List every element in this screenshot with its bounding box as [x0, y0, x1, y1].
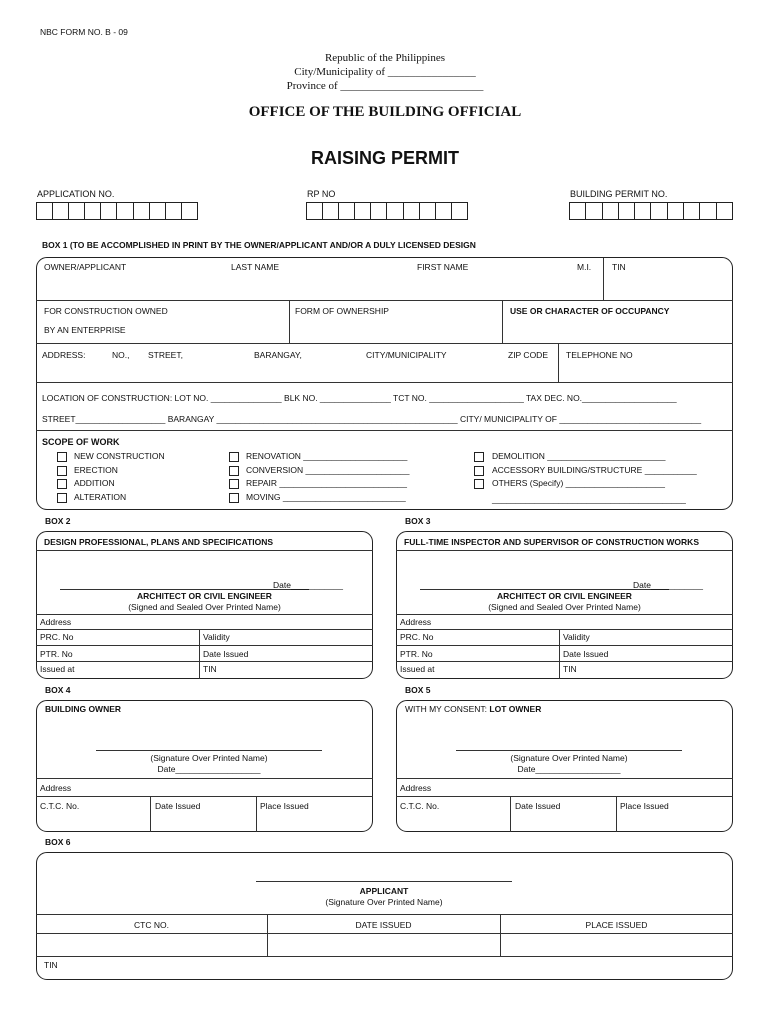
scope-checkbox[interactable] — [57, 493, 67, 503]
scope-item-label: ALTERATION — [74, 491, 127, 502]
rp-no-label: RP NO — [307, 189, 336, 199]
mi-label: M.I. — [577, 262, 592, 272]
rp-no-field[interactable] — [306, 202, 468, 220]
box3-signed-caption: (Signed and Sealed Over Printed Name) — [488, 602, 641, 612]
first-name-label: FIRST NAME — [417, 262, 469, 272]
location-line[interactable]: LOCATION OF CONSTRUCTION: LOT NO. _______________ BLK NO. _______________ TCT NO. ____________________ TAX DEC. NO.____________________ — [42, 393, 677, 403]
street-label: STREET, — [148, 350, 183, 360]
owner-applicant-label: OWNER/APPLICANT — [44, 262, 127, 272]
scope-checkbox[interactable] — [57, 466, 67, 476]
office-title: OFFICE OF THE BUILDING OFFICIAL — [248, 104, 522, 120]
applicant-ctc-label: CTC NO. — [134, 920, 169, 930]
scope-item-label: REPAIR ___________________________ — [246, 478, 408, 488]
box2-signed-caption: (Signed and Sealed Over Printed Name) — [128, 602, 281, 612]
form-number: NBC FORM NO. B - 09 — [40, 27, 128, 37]
barangay-label: BARANGAY, — [254, 350, 302, 360]
scope-checkbox[interactable] — [57, 452, 67, 462]
applicant-date-issued-label: DATE ISSUED — [355, 920, 412, 930]
scope-item-label: ADDITION — [74, 478, 115, 488]
lot-owner-date[interactable]: Date__________________ — [517, 764, 621, 774]
owner-address-label: Address — [40, 783, 72, 793]
scope-item-label: ERECTION — [74, 464, 118, 475]
owner-sig-caption: (Signature Over Printed Name) — [150, 753, 268, 763]
lot-owner-title: WITH MY CONSENT: LOT OWNER — [405, 704, 542, 714]
box2-date_issued-label: Date Issued — [203, 649, 249, 659]
for-construction-label: FOR CONSTRUCTION OWNED — [44, 306, 168, 316]
box3-issued_at-label: Issued at — [400, 664, 435, 674]
page-title: RAISING PERMIT — [310, 148, 459, 168]
box3-date_issued-label: Date Issued — [563, 649, 609, 659]
box6-label: BOX 6 — [45, 837, 71, 847]
no-label: NO., — [112, 350, 130, 360]
scope-checkbox[interactable] — [229, 479, 239, 489]
applicant-signature-line[interactable] — [256, 881, 512, 882]
box3-validity-label: Validity — [563, 632, 590, 642]
box2-signature-line[interactable] — [60, 589, 309, 590]
box2-label: BOX 2 — [45, 516, 71, 526]
owner-signature-line[interactable] — [96, 750, 322, 751]
lot-owner-sig-caption: (Signature Over Printed Name) — [510, 753, 628, 763]
building-owner-title: BUILDING OWNER — [45, 704, 122, 714]
telephone-label: TELEPHONE NO — [566, 350, 633, 360]
box2-prc-label: PRC. No — [40, 632, 74, 642]
scope-item-label: DEMOLITION _________________________ — [492, 451, 666, 461]
scope-item-label: OTHERS (Specify) _____________________ — [492, 478, 665, 488]
others-extra-line[interactable]: _________________________________________ — [492, 494, 686, 504]
box3-prc-label: PRC. No — [400, 632, 434, 642]
owner-date[interactable]: Date__________________ — [157, 764, 261, 774]
city-municipality-label: CITY/MUNICIPALITY — [366, 350, 447, 360]
box5-label: BOX 5 — [405, 685, 431, 695]
box1-heading: BOX 1 (TO BE ACCOMPLISHED IN PRINT BY THE OWNER/APPLICANT AND/OR A DULY LICENSED DESIGN — [42, 240, 476, 250]
scope-item-label: RENOVATION ______________________ — [246, 451, 408, 461]
tin-label: TIN — [612, 262, 626, 272]
scope-checkbox[interactable] — [229, 466, 239, 476]
scope-checkbox[interactable] — [229, 452, 239, 462]
box3-label: BOX 3 — [405, 516, 431, 526]
scope-item-label: ACCESSORY BUILDING/STRUCTURE ___________ — [492, 464, 697, 475]
box2-validity-label: Validity — [203, 632, 230, 642]
box3-signature-line[interactable] — [420, 589, 669, 590]
lot-owner-place-issued-label: Place Issued — [620, 801, 669, 811]
scope-item-label: NEW CONSTRUCTION — [74, 451, 165, 461]
box6-frame — [36, 852, 733, 980]
box3-signer: ARCHITECT OR CIVIL ENGINEER — [497, 591, 632, 601]
city-line: City/Municipality of ________________ — [294, 66, 476, 78]
scope-item-label: MOVING __________________________ — [246, 491, 406, 502]
street-line[interactable]: STREET___________________ BARANGAY ___________________________________________________ CITY/ MUNICIPALITY OF ______________________________ — [42, 414, 702, 424]
scope-checkbox[interactable] — [474, 466, 484, 476]
box2-ptr-label: PTR. No — [40, 649, 73, 659]
scope-of-work-label: SCOPE OF WORK — [42, 437, 120, 447]
zip-code-label: ZIP CODE — [508, 350, 548, 360]
owner-date-issued-label: Date Issued — [155, 801, 201, 811]
applicant-tin-label: TIN — [44, 960, 58, 970]
box3-date[interactable]: Date___________ — [633, 580, 703, 590]
scope-item-label: CONVERSION ______________________ — [246, 464, 410, 475]
scope-checkbox[interactable] — [474, 452, 484, 462]
use-occupancy-label: USE OR CHARACTER OF OCCUPANCY — [510, 306, 670, 316]
by-enterprise-label: BY AN ENTERPRISE — [44, 325, 126, 335]
box3-title: FULL-TIME INSPECTOR AND SUPERVISOR OF CONSTRUCTION WORKS — [404, 537, 699, 547]
building-permit-no-label: BUILDING PERMIT NO. — [570, 189, 668, 199]
applicant-label: APPLICANT — [359, 886, 409, 896]
box2-date[interactable]: Date___________ — [273, 580, 343, 590]
box2-tin-label: TIN — [203, 664, 217, 674]
applicant-place-issued-label: PLACE ISSUED — [585, 920, 648, 930]
owner-place-issued-label: Place Issued — [260, 801, 309, 811]
address-label: ADDRESS: — [42, 350, 86, 360]
box2-address-label: Address — [40, 617, 72, 627]
scope-checkbox[interactable] — [229, 493, 239, 503]
lot-owner-ctc-label: C.T.C. No. — [400, 801, 440, 811]
building-permit-no-field[interactable] — [569, 202, 733, 220]
form-of-ownership-label: FORM OF OWNERSHIP — [295, 306, 389, 316]
box2-signer: ARCHITECT OR CIVIL ENGINEER — [137, 591, 272, 601]
province-line: Province of __________________________ — [286, 80, 484, 92]
lot-owner-date-issued-label: Date Issued — [515, 801, 561, 811]
lot-owner-signature-line[interactable] — [456, 750, 682, 751]
box2-title: DESIGN PROFESSIONAL, PLANS AND SPECIFICATIONS — [44, 537, 274, 547]
application-no-label: APPLICATION NO. — [37, 189, 115, 199]
box3-tin-label: TIN — [563, 664, 577, 674]
box2-issued_at-label: Issued at — [40, 664, 75, 674]
box4-label: BOX 4 — [45, 685, 71, 695]
box3-address-label: Address — [400, 617, 432, 627]
box3-ptr-label: PTR. No — [400, 649, 433, 659]
lot-owner-address-label: Address — [400, 783, 432, 793]
scope-checkbox[interactable] — [474, 479, 484, 489]
application-no-field[interactable] — [36, 202, 198, 220]
scope-checkbox[interactable] — [57, 479, 67, 489]
owner-ctc-label: C.T.C. No. — [40, 801, 80, 811]
last-name-label: LAST NAME — [231, 262, 280, 272]
republic-line: Republic of the Philippines — [324, 52, 446, 64]
applicant-sig-caption: (Signature Over Printed Name) — [325, 897, 443, 907]
